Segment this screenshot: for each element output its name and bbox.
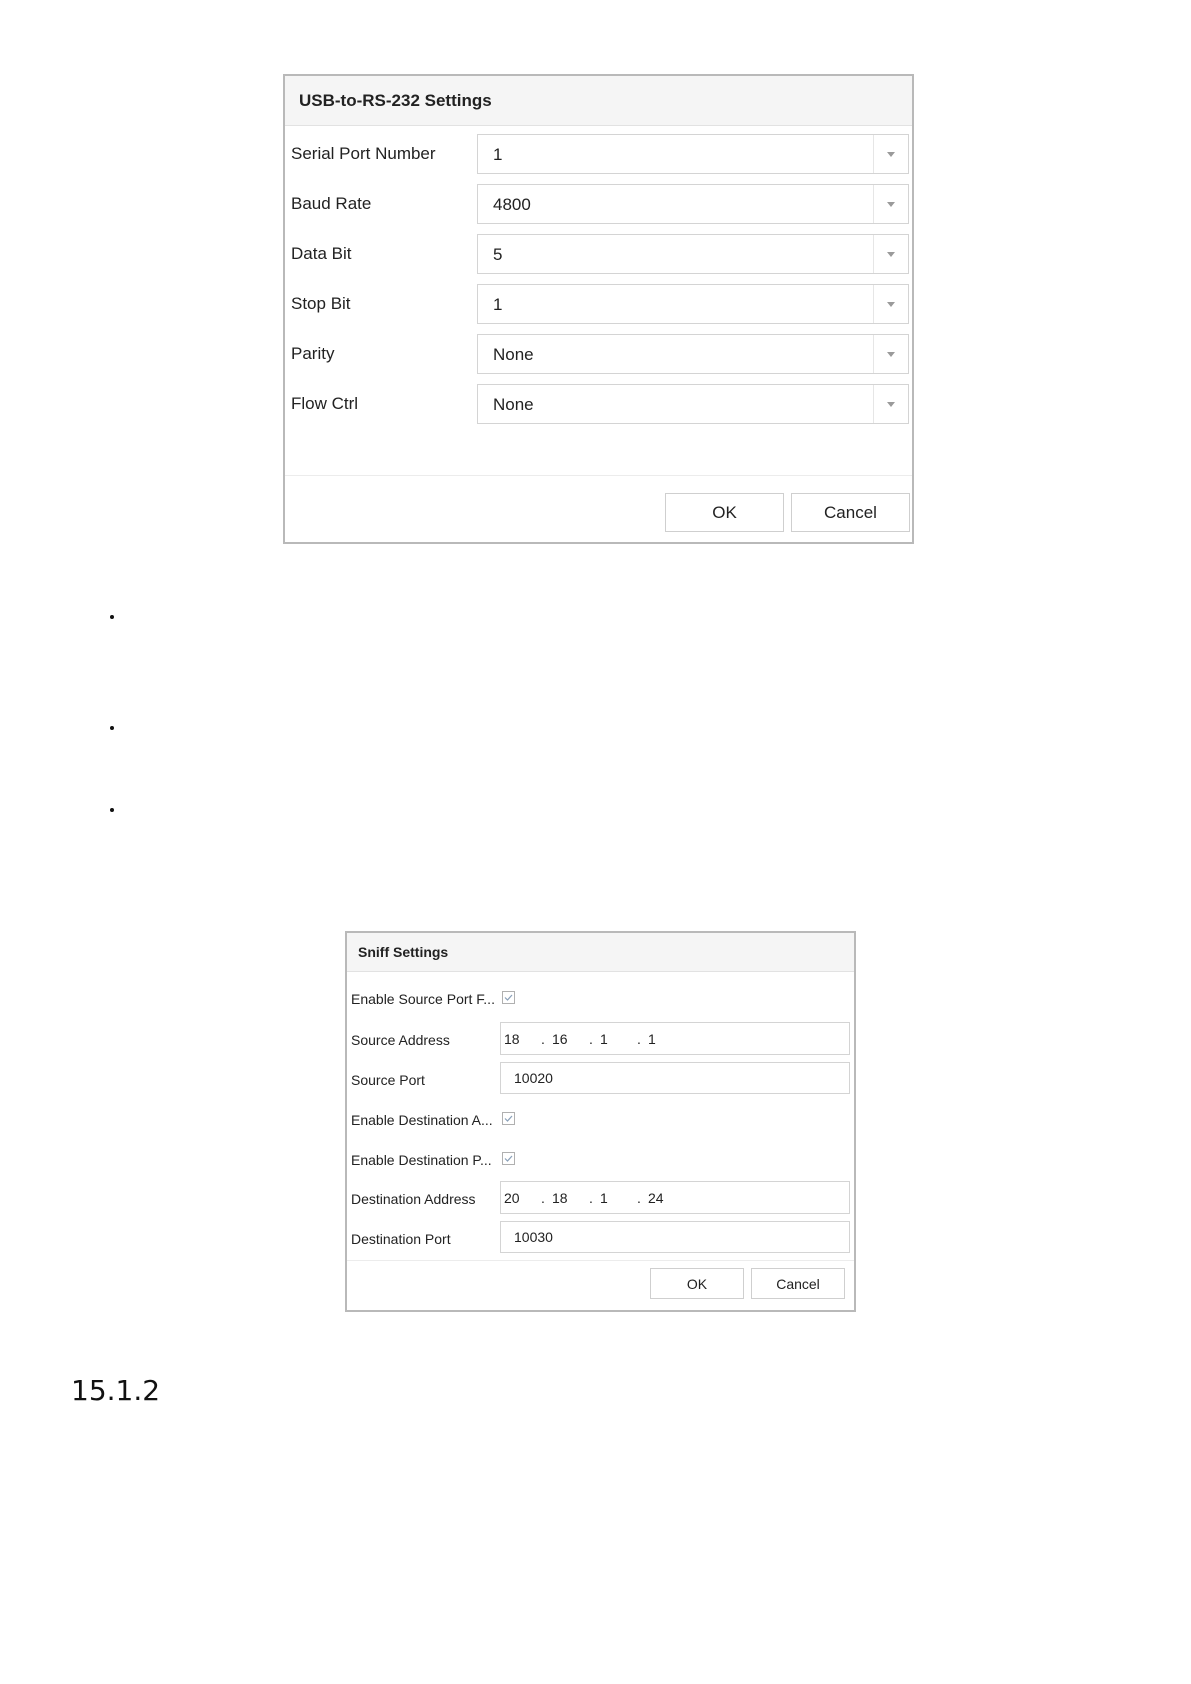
usb-rs232-settings-dialog <box>283 74 914 544</box>
ip-separator: . <box>541 1031 545 1047</box>
ip-separator: . <box>541 1190 545 1206</box>
dialog-header <box>347 933 854 972</box>
source-port-value: 10020 <box>514 1070 553 1086</box>
ip-octet[interactable]: 24 <box>648 1190 664 1206</box>
destination-address-label: Destination Address <box>351 1191 476 1207</box>
source-port-label: Source Port <box>351 1072 425 1088</box>
parity-select[interactable] <box>477 334 909 374</box>
dialog-title: Sniff Settings <box>358 944 449 960</box>
parity-value: None <box>493 345 534 364</box>
ip-octet[interactable]: 1 <box>648 1031 656 1047</box>
chevron-down-icon[interactable] <box>873 135 908 173</box>
serial-port-number-select[interactable] <box>477 134 909 174</box>
source-port-input[interactable] <box>500 1062 850 1094</box>
bullet-point <box>110 726 114 730</box>
chevron-down-icon[interactable] <box>873 335 908 373</box>
check-icon <box>503 992 514 1003</box>
ip-separator: . <box>637 1190 641 1206</box>
destination-port-label: Destination Port <box>351 1231 451 1247</box>
dialog-header <box>285 76 912 126</box>
serial-port-number-row <box>285 134 912 174</box>
ip-octet[interactable]: 1 <box>600 1190 608 1206</box>
ip-octet[interactable]: 20 <box>504 1190 520 1206</box>
destination-port-input[interactable] <box>500 1221 850 1253</box>
enable-destination-port-checkbox[interactable] <box>502 1152 515 1165</box>
dialog-title: USB-to-RS-232 Settings <box>299 90 492 110</box>
chevron-down-icon[interactable] <box>873 185 908 223</box>
flow-ctrl-value: None <box>493 395 534 414</box>
chevron-down-icon[interactable] <box>873 235 908 273</box>
bullet-point <box>110 615 114 619</box>
section-number-heading: 15.1.2 <box>71 1374 161 1407</box>
check-icon <box>503 1153 514 1164</box>
source-address-label: Source Address <box>351 1032 450 1048</box>
ip-separator: . <box>589 1190 593 1206</box>
enable-destination-address-label: Enable Destination A... <box>351 1112 493 1128</box>
baud-rate-row <box>285 184 912 224</box>
destination-port-value: 10030 <box>514 1229 553 1245</box>
ok-button[interactable]: OK <box>665 493 784 532</box>
baud-rate-select[interactable] <box>477 184 909 224</box>
cancel-button[interactable]: Cancel <box>751 1268 845 1299</box>
stop-bit-select[interactable] <box>477 284 909 324</box>
stop-bit-value: 1 <box>493 295 503 314</box>
ok-button[interactable]: OK <box>650 1268 744 1299</box>
data-bit-row <box>285 234 912 274</box>
flow-ctrl-label: Flow Ctrl <box>291 394 359 413</box>
chevron-down-icon[interactable] <box>873 285 908 323</box>
data-bit-value: 5 <box>493 245 503 264</box>
chevron-down-icon[interactable] <box>873 385 908 423</box>
stop-bit-label: Stop Bit <box>291 294 351 313</box>
destination-address-input[interactable] <box>500 1181 850 1214</box>
stop-bit-row <box>285 284 912 324</box>
ip-octet[interactable]: 1 <box>600 1031 608 1047</box>
bullet-point <box>110 808 114 812</box>
enable-destination-address-checkbox[interactable] <box>502 1112 515 1125</box>
baud-rate-value: 4800 <box>493 195 531 214</box>
ip-octet[interactable]: 18 <box>504 1031 520 1047</box>
source-address-input[interactable] <box>500 1022 850 1055</box>
data-bit-label: Data Bit <box>291 244 352 263</box>
cancel-button[interactable]: Cancel <box>791 493 910 532</box>
sniff-settings-dialog <box>345 931 856 1312</box>
ip-separator: . <box>637 1031 641 1047</box>
enable-destination-port-label: Enable Destination P... <box>351 1152 492 1168</box>
parity-row <box>285 334 912 374</box>
baud-rate-label: Baud Rate <box>291 194 372 213</box>
flow-ctrl-row <box>285 384 912 424</box>
serial-port-number-value: 1 <box>493 145 503 164</box>
data-bit-select[interactable] <box>477 234 909 274</box>
parity-label: Parity <box>291 344 335 363</box>
enable-source-port-label: Enable Source Port F... <box>351 991 495 1007</box>
enable-source-port-checkbox[interactable] <box>502 991 515 1004</box>
footer-divider <box>347 1260 854 1261</box>
footer-divider <box>285 475 912 476</box>
check-icon <box>503 1113 514 1124</box>
ip-separator: . <box>589 1031 593 1047</box>
ip-octet[interactable]: 18 <box>552 1190 568 1206</box>
ip-octet[interactable]: 16 <box>552 1031 568 1047</box>
flow-ctrl-select[interactable] <box>477 384 909 424</box>
serial-port-number-label: Serial Port Number <box>291 144 436 163</box>
